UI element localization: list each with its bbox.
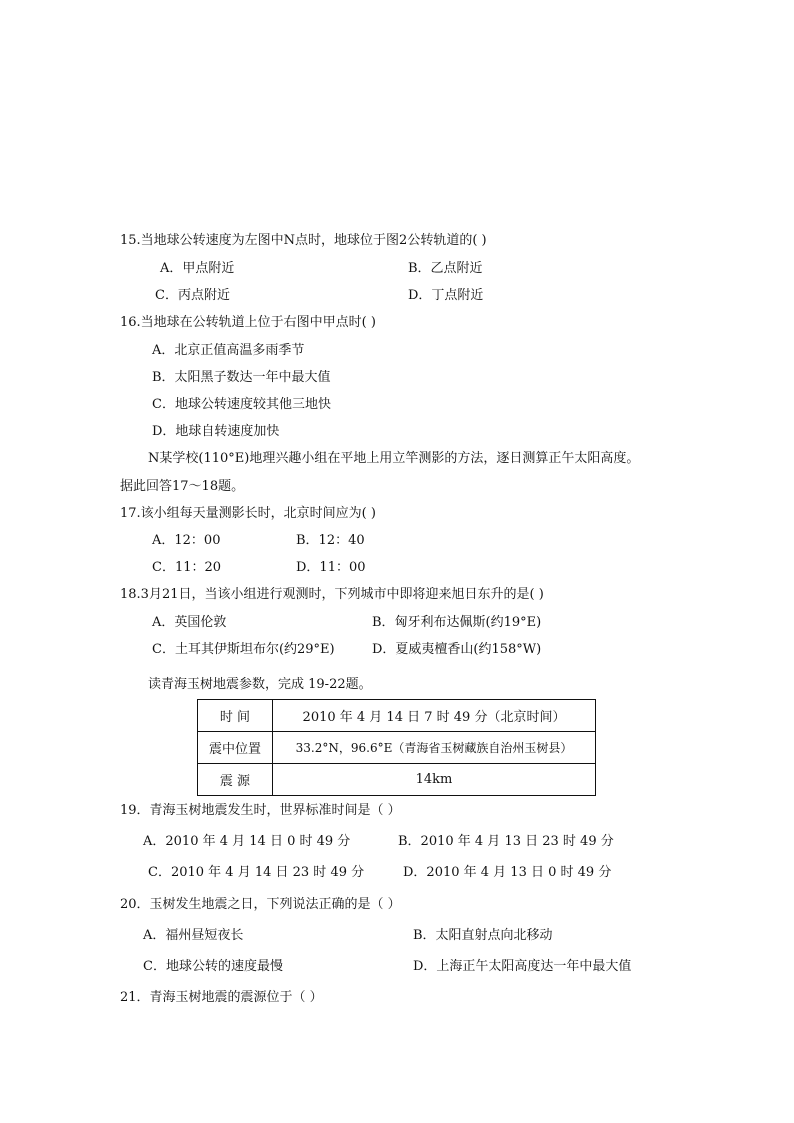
- question-15-option-b[interactable]: B．乙点附近: [408, 261, 483, 276]
- question-19-option-d[interactable]: D．2010 年 4 月 13 日 0 时 49 分: [403, 865, 612, 880]
- question-20-stem: 20．玉树发生地震之日，下列说法正确的是（ ）: [120, 897, 401, 912]
- intro-17-18-line1: N某学校(110°E)地理兴趣小组在平地上用立竿测影的方法，逐日测算正午太阳高度。: [148, 451, 640, 466]
- question-18-option-b[interactable]: B．匈牙利布达佩斯(约19°E): [372, 615, 542, 630]
- question-19-stem: 19．青海玉树地震发生时，世界标准时间是（ ）: [120, 803, 401, 818]
- question-19-option-b[interactable]: B．2010 年 4 月 13 日 23 时 49 分: [398, 834, 614, 849]
- question-18-option-a[interactable]: A．英国伦敦: [152, 615, 227, 630]
- question-15-option-d[interactable]: D．丁点附近: [408, 288, 484, 303]
- question-21-stem: 21．青海玉树地震的震源位于（ ）: [120, 990, 323, 1005]
- question-20-option-d[interactable]: D．上海正午太阳高度达一年中最大值: [413, 959, 632, 974]
- question-20-option-b[interactable]: B．太阳直射点向北移动: [413, 928, 553, 943]
- question-20-option-a[interactable]: A．福州昼短夜长: [143, 928, 244, 943]
- table-value-epicenter: 33.2°N，96.6°E（青海省玉树藏族自治州玉树县）: [273, 732, 596, 764]
- question-16-option-d[interactable]: D．地球自转速度加快: [152, 424, 280, 439]
- question-16-option-a[interactable]: A．北京正值高温多雨季节: [152, 343, 305, 358]
- question-18-option-c[interactable]: C．土耳其伊斯坦布尔(约29°E): [152, 642, 335, 657]
- table-row: [198, 764, 596, 796]
- question-19-option-c[interactable]: C．2010 年 4 月 14 日 23 时 49 分: [148, 865, 365, 880]
- table-row: [198, 732, 596, 764]
- table-value-focus: 14km: [273, 764, 596, 796]
- question-18-stem: 18.3月21日，当该小组进行观测时，下列城市中即将迎来旭日东升的是( ): [120, 587, 544, 602]
- table-value-time: 2010 年 4 月 14 日 7 时 49 分（北京时间）: [273, 700, 596, 732]
- question-19-option-a[interactable]: A．2010 年 4 月 14 日 0 时 49 分: [143, 834, 351, 849]
- earthquake-parameters-table: [197, 699, 596, 796]
- question-17-option-d[interactable]: D．11：00: [296, 560, 366, 575]
- intro-19-22: 读青海玉树地震参数，完成 19-22题。: [148, 677, 372, 692]
- question-16-stem: 16.当地球在公转轨道上位于右图中甲点时( ): [120, 315, 376, 330]
- question-17-option-c[interactable]: C．11：20: [152, 560, 222, 575]
- question-15-stem: 15.当地球公转速度为左图中N点时，地球位于图2公转轨道的( ): [120, 233, 487, 248]
- question-17-stem: 17.该小组每天量测影长时，北京时间应为( ): [120, 506, 376, 521]
- question-17-option-a[interactable]: A．12：00: [152, 533, 221, 548]
- question-17-option-b[interactable]: B．12：40: [296, 533, 365, 548]
- question-15-option-c[interactable]: C．丙点附近: [155, 288, 230, 303]
- table-label-epicenter: 震中位置: [198, 732, 273, 764]
- table-label-time: 时 间: [198, 700, 273, 732]
- question-16-option-b[interactable]: B．太阳黑子数达一年中最大值: [152, 370, 331, 385]
- table-row: [198, 700, 596, 732]
- question-18-option-d[interactable]: D．夏威夷檀香山(约158°W): [372, 642, 542, 657]
- question-15-option-a[interactable]: A．甲点附近: [160, 261, 235, 276]
- question-16-option-c[interactable]: C．地球公转速度较其他三地快: [152, 397, 331, 412]
- table-label-focus: 震 源: [198, 764, 273, 796]
- question-20-option-c[interactable]: C．地球公转的速度最慢: [143, 959, 283, 974]
- intro-17-18-line2: 据此回答17～18题。: [120, 479, 245, 494]
